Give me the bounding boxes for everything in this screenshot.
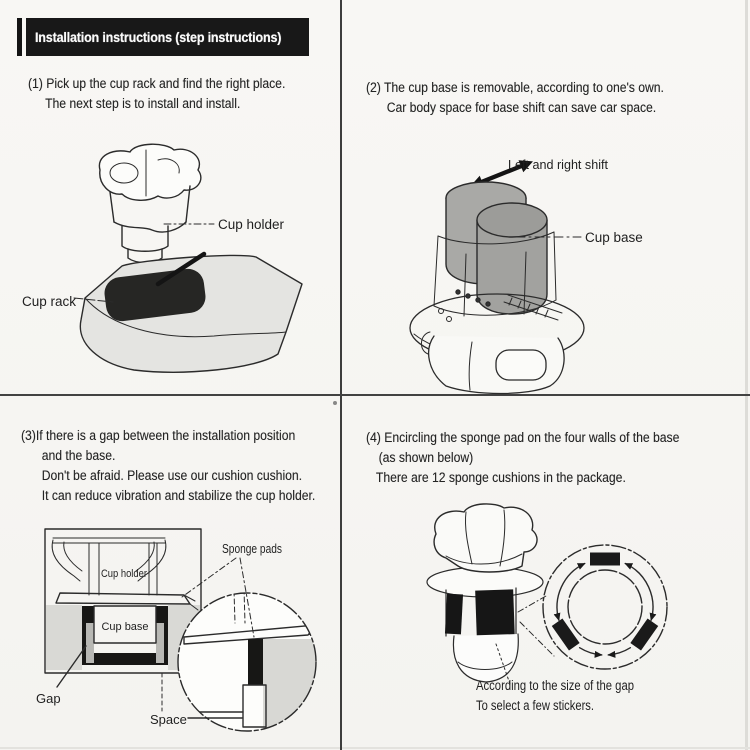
cup-base-drawing [410,182,584,394]
cup-holder-drawing [99,144,200,262]
step3-line3: Don't be afraid. Please use our cushion cushion. [41,468,303,483]
cup-holder-with-pads-drawing [427,504,543,682]
step4-line3: There are 12 sponge cushions in the package. [375,470,626,485]
label-sponge-pads: Sponge pads [222,541,283,556]
page-title: Installation instructions (step instructions) [35,29,282,45]
label-cup-base-section: Cup base [101,621,149,633]
step2-line1: (2) The cup base is removable, according to one's own. [366,80,664,95]
step3-line4: It can reduce vibration and stabilize the cup holder. [41,488,316,503]
note-line2: To select a few stickers. [476,698,594,713]
title-accent-strip [17,18,22,56]
step4-line1: (4) Encircling the sponge pad on the four walls of the base [366,430,680,445]
step3-line1: (3)If there is a gap between the installation position [21,428,296,443]
cup-rack-drawing [80,254,302,372]
label-gap: Gap [36,691,61,706]
sponge-pad-top [590,553,620,566]
diagram-step2 [378,136,733,394]
label-cup-rack: Cup rack [22,294,77,309]
step1-text [28,74,285,114]
label-cup-holder: Cup holder [218,217,285,232]
sponge-pad-bottom-left [552,618,580,650]
ring-top-view [543,545,667,669]
callout-lines-to-ring [518,596,554,656]
label-cup-holder-section: Cup holder [101,568,148,580]
scan-noise-dot [333,401,337,405]
step1-line1: (1) Pick up the cup rack and find the right place. [28,76,286,91]
diagram-step3 [16,513,366,750]
diagram-step1 [18,136,338,388]
step4-text [366,428,679,488]
diagram-step4 [388,494,740,750]
step2-line2: Car body space for base shift can save car space. [386,100,657,115]
step3-text [21,426,315,506]
note-line1: According to the size of the gap [476,678,634,693]
cross-section-cup-holder [52,538,166,595]
quadrant-divider-horizontal [0,394,750,396]
step4-line2: (as shown below) [378,450,474,465]
label-space: Space [150,712,187,727]
label-cup-base: Cup base [585,230,643,245]
step3-line2: and the base. [41,448,116,463]
step1-line2: The next step is to install and install. [45,96,241,111]
step2-text [366,78,664,118]
label-shift: Left and right shift [508,157,609,172]
scan-edge-right [745,0,748,750]
title-bar [26,18,309,56]
